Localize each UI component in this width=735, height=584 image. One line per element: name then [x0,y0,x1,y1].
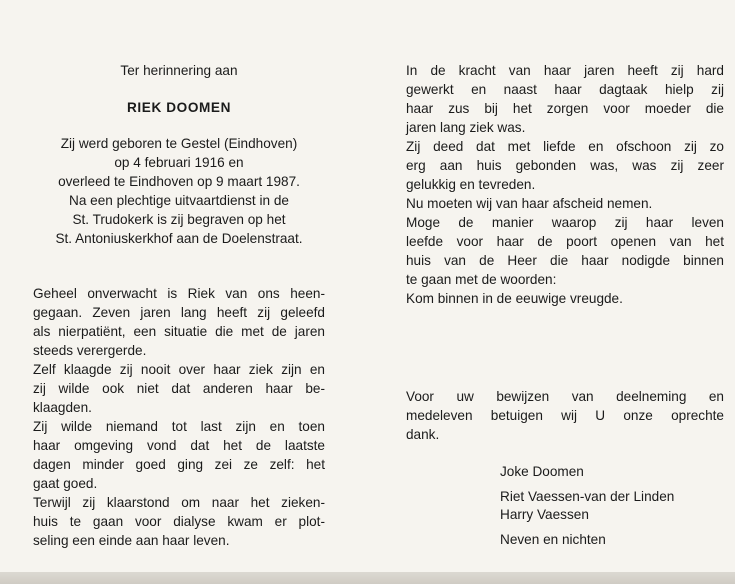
thanks-line: Voor uw bewijzen van deelneming en [406,389,724,404]
signature-line: Harry Vaessen [500,507,589,522]
intro-line: St. Trudokerk is zij begraven op het [72,212,286,227]
body-line: dagen minder goed ging zei ze zelf: het [33,457,325,472]
signature-line: Riet Vaessen-van der Linden [500,489,675,504]
body-line: gaat goed. [33,476,98,491]
intro-line: op 4 februari 1916 en [114,155,244,170]
intro-line: Na een plechtige uitvaartdienst in de [69,193,289,208]
body-line: zij wilde ook niet dat anderen haar be- [33,381,325,396]
body-line: klaagden. [33,400,92,415]
deceased-name: RIEK DOOMEN [126,100,232,115]
body-line: seling een einde aan haar leven. [33,533,230,548]
body-line: huis te gaan voor dialyse kwam er plot- [33,514,325,529]
body-line: te gaan met de woorden: [406,272,557,287]
signature-line: Neven en nichten [500,532,606,547]
body-line: Zelf klaagde zij nooit over haar ziek zijn en [33,362,325,377]
signature-line: Joke Doomen [500,464,584,479]
body-line: haar zus bij het zorgen voor moeder die [406,101,724,116]
intro-line: Zij werd geboren te Gestel (Eindhoven) [60,136,298,151]
intro-line: overleed te Eindhoven op 9 maart 1987. [58,174,300,189]
body-line: gewerkt en naast haar dagtaak hielp zij [406,82,724,97]
body-line: erg aan huis gebonden was, was zij zeer [406,158,724,173]
card-bottom-edge [0,572,735,584]
body-line: Kom binnen in de eeuwige vreugde. [406,291,623,306]
body-line: Zij wilde niemand tot last zijn en toen [33,419,325,434]
body-line: Moge de manier waarop zij haar leven [406,215,724,230]
body-line: Terwijl zij klaarstond om naar het zieken- [33,495,325,510]
body-line: Geheel onverwacht is Riek van ons heen- [33,286,325,301]
body-line: gelukkig en tevreden. [406,177,536,192]
body-line: In de kracht van haar jaren heeft zij hard [406,63,724,78]
body-line: jaren lang ziek was. [406,120,526,135]
body-line: gegaan. Zeven jaren lang heeft zij geleefd [33,305,325,320]
body-line: leefde voor haar de poort openen van het [406,234,724,249]
body-line: Zij deed dat met liefde en ofschoon zij zo [406,139,724,154]
body-line: als nierpatiënt, een situatie die met de jaren [33,324,325,339]
heading: Ter herinnering aan [120,63,238,78]
thanks-line: dank. [406,427,440,442]
body-line: huis van de Heer die haar nodigde binnen [406,253,724,268]
thanks-line: medeleven betuigen wij U onze oprechte [406,408,724,423]
intro-line: St. Antoniuskerkhof aan de Doelenstraat. [55,231,303,246]
body-line: haar omgeving vond dat het de laatste [33,438,325,453]
body-line: Nu moeten wij van haar afscheid nemen. [406,196,653,211]
body-line: steeds verergerde. [33,343,147,358]
